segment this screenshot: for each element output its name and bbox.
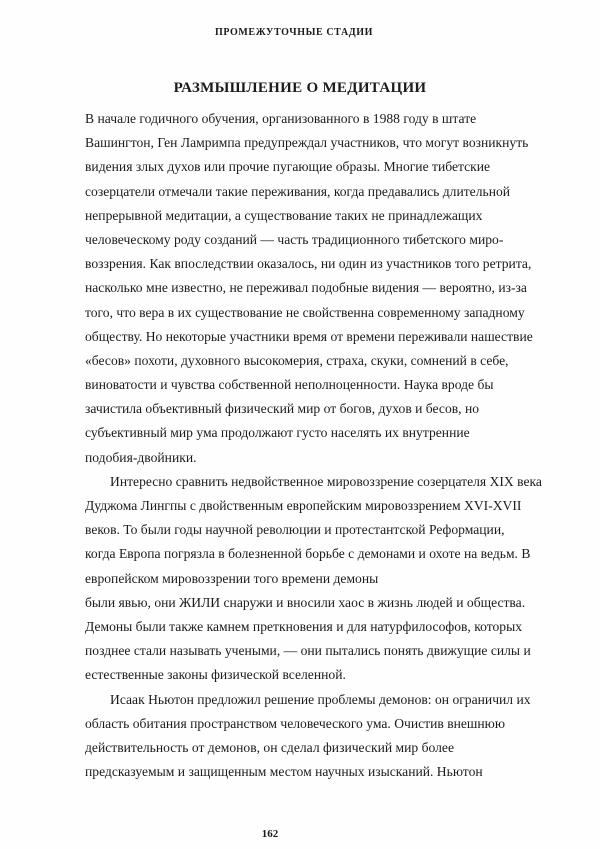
text-line: человеческому роду созданий — часть традиционного тибетского миро- [85, 231, 504, 247]
page-body [85, 107, 585, 784]
text-line: область обитания пространством человеческого ума. Очистив внешнюю [85, 715, 505, 731]
text-line: предсказуемым и защищенным местом научных изысканий. Ньютон [85, 764, 483, 780]
text-line: непрерывной медитации, а существование таких не принадлежащих [85, 207, 483, 223]
paragraph [85, 470, 585, 688]
text-line: Исаак Ньютон предложил решение проблемы демонов: он ограничил их [110, 691, 531, 707]
text-line: были явью, они ЖИЛИ снаружи и вносили хаос в жизнь людей и общества. [85, 594, 526, 610]
text-line: действительность от демонов, он сделал физический мир более [85, 739, 454, 755]
text-line: веков. То были годы научной революции и протестантской Реформации, [85, 522, 505, 538]
text-line: обществу. Но некоторые участники время от времени переживали нашествие [85, 328, 533, 344]
text-line: Демоны были также камнем преткновения и для натурфилософов, которых [85, 618, 523, 634]
text-line: виноватости и чувства собственной неполноценности. Наука вроде бы [85, 377, 494, 393]
paragraph [85, 688, 585, 785]
text-line: воззрения. Как впоследствии оказалось, ни один из участников того ретрита, [85, 256, 532, 272]
page-number: 162 [261, 828, 279, 840]
text-line: европейском мировоззрении того времени демоны [85, 570, 379, 586]
paragraph [85, 107, 585, 470]
text-line: В начале годичного обучения, организованного в 1988 году в штате [85, 111, 477, 126]
running-header: ПРОМЕЖУТОЧНЫЕ СТАДИИ [214, 27, 374, 38]
text-line: зачистила объективный физический мир от богов, духов и бесов, но [85, 401, 480, 417]
text-line: видения злых духов или прочие пугающие образы. Многие тибетские [85, 159, 491, 175]
text-line: Дуджома Лингпы с двойственным европейским мировоззрением XVI-XVII [85, 498, 522, 513]
text-line: позднее стали называть учеными, — они пытались понять движущие силы и [85, 643, 531, 659]
text-line: Вашингтон, Ген Ламримпа предупреждал участников, что могут возникнуть [85, 135, 529, 151]
text-line: созерцатели отмечали такие переживания, когда предавались длительной [85, 183, 511, 199]
text-line: того, что вера в их существование не свойственна современному западному [85, 304, 525, 320]
text-line: когда Европа погрязла в болезненной борьбе с демонами и охоте на ведьм. В [85, 546, 531, 562]
text-line: подобия-двойники. [85, 449, 197, 465]
text-line: насколько мне известно, не переживал подобные видения — вероятно, из-за [85, 280, 527, 296]
text-line: Интересно сравнить недвойственное мировоззрение созерцателя XIX века [110, 473, 542, 489]
page-title: РАЗМЫШЛЕНИЕ О МЕДИТАЦИИ [173, 80, 427, 96]
text-line: «бесов» похоти, духовного высокомерия, страха, скуки, сомнений в себе, [85, 352, 509, 368]
text-line: субъективный мир ума продолжают густо населять их внутренние [85, 425, 470, 441]
text-line: естественные законы физической вселенной. [85, 667, 346, 683]
